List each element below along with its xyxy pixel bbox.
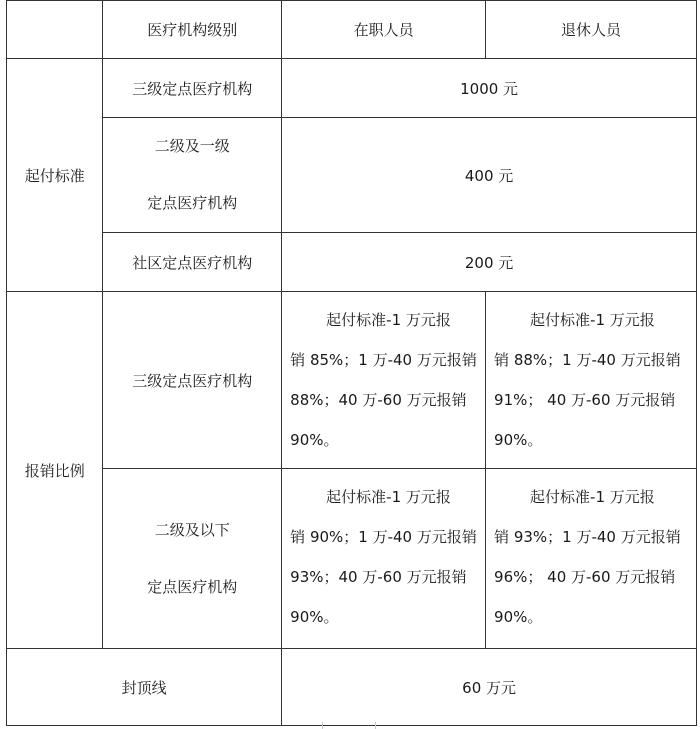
reimburse-employed-tier2-line3: 93%；40 万-60 万元报销: [290, 568, 467, 586]
reimburse-retired-tier3-line4: 90%。: [494, 431, 543, 449]
reimburse-level-tier2: [103, 469, 282, 649]
reimburse-employed-tier2-line2: 销 90%；1 万-40 万元报销: [290, 528, 477, 546]
reimburse-employed-tier2-line4: 90%。: [290, 608, 339, 626]
reimburse-employed-tier3-line3: 88%；40 万-60 万元报销: [290, 391, 467, 409]
reimburse-retired-tier2: [486, 469, 697, 649]
reimburse-level-tier3: 三级定点医疗机构: [103, 292, 282, 469]
deductible-row-community: [7, 233, 697, 292]
header-row: [7, 1, 697, 59]
reimburse-retired-tier2-line3: 96%； 40 万-60 万元报销: [494, 568, 676, 586]
reimburse-retired-tier3-line2: 销 88%；1 万-40 万元报销: [494, 351, 681, 369]
header-employed: 在职人员: [282, 1, 486, 59]
header-retired: 退休人员: [486, 1, 697, 59]
reimburse-employed-tier2: [282, 469, 486, 649]
reimburse-row-tier3: [7, 292, 697, 469]
deductible-level-community: 社区定点医疗机构: [103, 233, 282, 292]
deductible-row-tier3: [7, 59, 697, 118]
cap-label: 封顶线: [7, 649, 282, 726]
reimburse-retired-tier2-line4: 90%。: [494, 608, 543, 626]
reimburse-retired-tier3-line3: 91%； 40 万-60 万元报销: [494, 391, 676, 409]
reimburse-employed-tier3-line2: 销 85%；1 万-40 万元报销: [290, 351, 477, 369]
reimburse-employed-tier2-line1: 起付标准-1 万元报: [326, 488, 451, 506]
header-level: 医疗机构级别: [103, 1, 282, 59]
reimburse-row-tier2: [7, 469, 697, 649]
reimburse-retired-tier3-line1: 起付标准-1 万元报: [530, 311, 655, 329]
reimburse-level-tier2-line2: 定点医疗机构: [147, 577, 238, 596]
deductible-level-tier2: [103, 118, 282, 233]
deductible-value-tier2: 400 元: [282, 118, 697, 233]
reimburse-retired-tier2-line2: 销 93%；1 万-40 万元报销: [494, 528, 681, 546]
deductible-level-tier3: 三级定点医疗机构: [103, 59, 282, 118]
deductible-value-community: 200 元: [282, 233, 697, 292]
medical-insurance-table: [6, 0, 697, 726]
corner-cell: [7, 1, 103, 59]
deductible-label: 起付标准: [7, 59, 103, 292]
reimburse-employed-tier3-line1: 起付标准-1 万元报: [326, 311, 451, 329]
deductible-value-tier3: 1000 元: [282, 59, 697, 118]
reimburse-retired-tier3: [486, 292, 697, 469]
deductible-level-tier2-line1: 二级及一级: [154, 137, 230, 155]
reimburse-label: 报销比例: [7, 292, 103, 649]
reimburse-level-tier2-line1: 二级及以下: [154, 520, 230, 539]
cap-row: [7, 649, 697, 726]
deductible-row-tier2: [7, 118, 697, 233]
deductible-level-tier2-line2: 定点医疗机构: [147, 194, 238, 212]
scan-edge-mark: [322, 722, 376, 729]
reimburse-employed-tier3-line4: 90%。: [290, 431, 339, 449]
reimburse-employed-tier3: [282, 292, 486, 469]
reimburse-retired-tier2-line1: 起付标准-1 万元报: [530, 488, 655, 506]
cap-value: 60 万元: [282, 649, 697, 726]
